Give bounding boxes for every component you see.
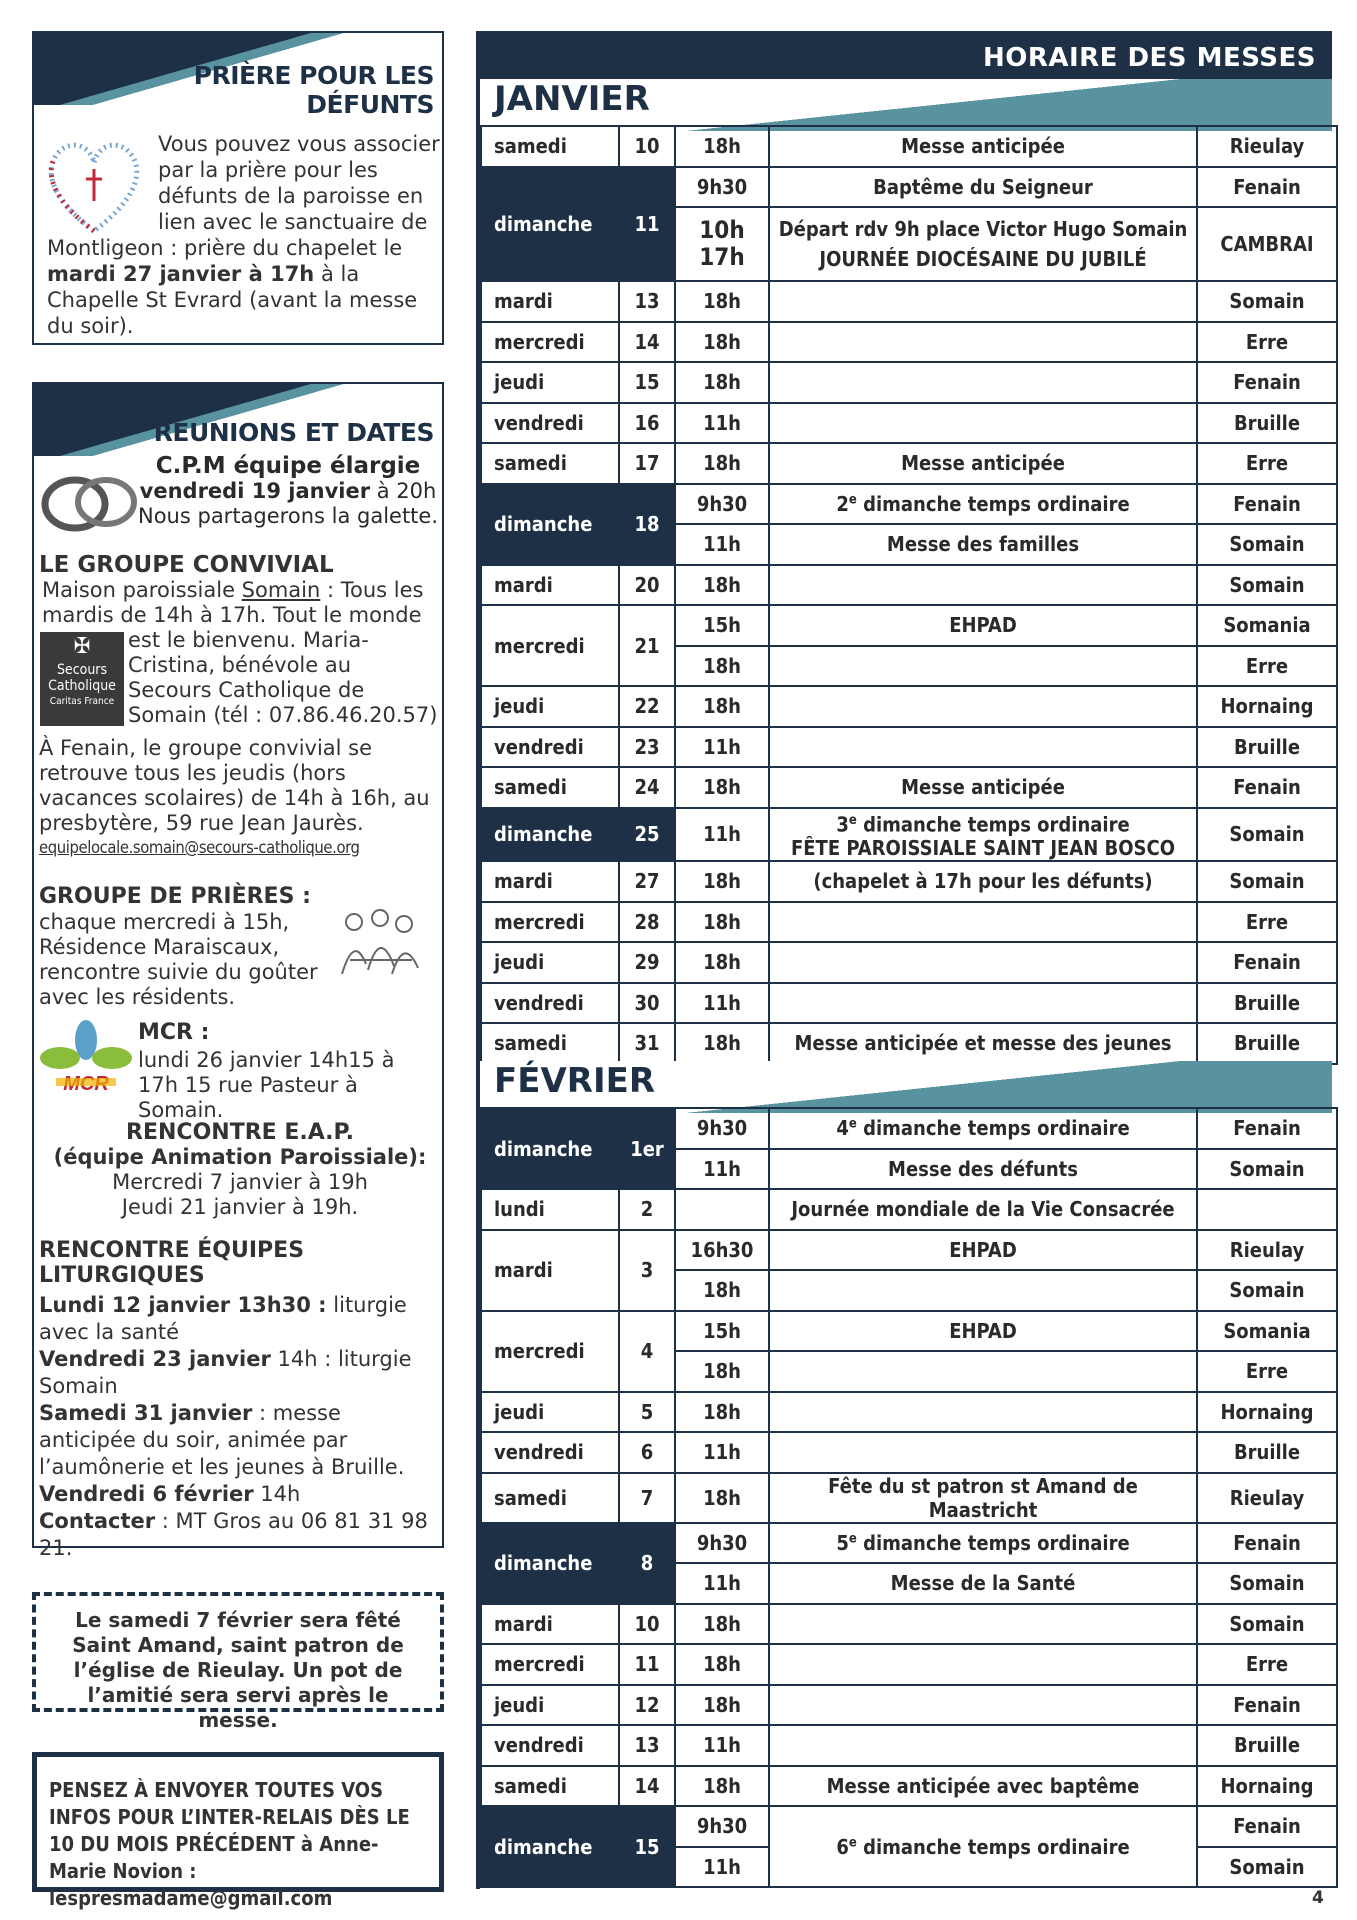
day-cell: samedi — [481, 1766, 619, 1807]
place-cell: Bruille — [1197, 1725, 1337, 1766]
date-cell: 1er — [619, 1108, 675, 1189]
date-cell: 11 — [619, 1644, 675, 1685]
day-cell: vendredi — [481, 403, 619, 444]
event-cell — [769, 1725, 1197, 1766]
date-cell: 17 — [619, 443, 675, 484]
event-cell — [769, 1351, 1197, 1392]
event-cell: Baptême du Seigneur — [769, 167, 1197, 208]
date-cell: 11 — [619, 167, 675, 282]
rosary-heart-icon — [44, 131, 144, 241]
time-cell: 18h — [675, 1023, 769, 1064]
schedule-row — [481, 1806, 1337, 1847]
day-cell: dimanche — [481, 808, 619, 862]
fevrier-table — [480, 1107, 1338, 1888]
schedule-row — [481, 1392, 1337, 1433]
priere-text-rest: Montligeon : prière du chapelet le mardi 27 janvier à 17h à la Chapelle St Evrard (avant la messe du soir). — [47, 236, 418, 338]
day-cell: dimanche — [481, 1806, 619, 1887]
event-cell: 6e dimanche temps ordinaire — [769, 1806, 1197, 1887]
time-cell: 18h — [675, 767, 769, 808]
date-cell: 21 — [619, 605, 675, 686]
liturgiques-title: RENCONTRE ÉQUIPES LITURGIQUES — [39, 1238, 305, 1288]
event-cell: Journée mondiale de la Vie Consacrée — [769, 1189, 1197, 1230]
place-cell: Somain — [1197, 281, 1337, 322]
horaire-title: HORAIRE DES MESSES — [982, 43, 1316, 73]
infos-box: PENSEZ À ENVOYER TOUTES VOS INFOS POUR L’INTER-RELAIS DÈS LE 10 DU MOIS PRÉCÉDENT à Anne-Marie Novion : lespresmadame@gmail.com — [32, 1752, 444, 1892]
time-cell: 11h — [675, 1432, 769, 1473]
schedule-row — [481, 902, 1337, 943]
day-cell: jeudi — [481, 942, 619, 983]
event-cell — [769, 1270, 1197, 1311]
date-cell: 24 — [619, 767, 675, 808]
time-cell: 11h — [675, 727, 769, 768]
place-cell: Erre — [1197, 443, 1337, 484]
priere-box — [32, 31, 444, 345]
schedule-row — [481, 1473, 1337, 1523]
schedule-row — [481, 1523, 1337, 1564]
time-cell: 18h — [675, 443, 769, 484]
schedule-row — [481, 1311, 1337, 1352]
eap-block — [42, 1120, 438, 1220]
day-cell: mercredi — [481, 322, 619, 363]
priere-text-a: Vous pouvez vous associer par la prière pour les défunts de la paroisse en lien avec le sanctuaire de — [158, 132, 440, 234]
place-cell: Fenain — [1197, 942, 1337, 983]
schedule-row — [481, 808, 1337, 862]
place-cell: Erre — [1197, 902, 1337, 943]
time-cell: 18h — [675, 1473, 769, 1523]
place-cell: Rieulay — [1197, 126, 1337, 167]
event-cell: EHPAD — [769, 605, 1197, 646]
time-cell: 11h — [675, 1725, 769, 1766]
schedule-row — [481, 1023, 1337, 1064]
schedule-row — [481, 1189, 1337, 1230]
date-cell: 12 — [619, 1685, 675, 1726]
place-cell: Hornaing — [1197, 1392, 1337, 1433]
time-cell: 18h — [675, 861, 769, 902]
day-cell: dimanche — [481, 167, 619, 282]
event-cell — [769, 902, 1197, 943]
place-cell: Hornaing — [1197, 686, 1337, 727]
cpm-title: C.P.M équipe élargie — [155, 453, 421, 479]
day-cell: samedi — [481, 126, 619, 167]
event-cell: Fête du st patron st Amand de Maastricht — [769, 1473, 1197, 1523]
eap-date-2: Jeudi 21 janvier à 19h. — [121, 1195, 359, 1219]
time-cell: 18h — [675, 281, 769, 322]
date-cell: 27 — [619, 861, 675, 902]
time-cell: 18h — [675, 1604, 769, 1645]
fenain-text: À Fenain, le groupe convivial se retrouve tous les jeudis (hors vacances scolaires) de 14h à 16h, au presbytère, 59 rue Jean Jaurès. — [39, 736, 430, 835]
time-cell: 10h 17h — [675, 207, 769, 281]
groupe-prieres-title: GROUPE DE PRIÈRES : — [39, 884, 311, 909]
schedule-row — [481, 126, 1337, 167]
event-cell — [769, 281, 1197, 322]
time-cell: 15h — [675, 1311, 769, 1352]
event-cell: Messe anticipée — [769, 443, 1197, 484]
time-cell: 18h — [675, 1766, 769, 1807]
day-cell: mardi — [481, 861, 619, 902]
time-cell: 11h — [675, 808, 769, 862]
schedule-row — [481, 403, 1337, 444]
place-cell: Erre — [1197, 1644, 1337, 1685]
groupe-prieres-text: chaque mercredi à 15h, Résidence Maraiscaux, rencontre suivie du goûter avec les résidents. — [39, 910, 318, 1009]
schedule-row — [481, 1230, 1337, 1271]
day-cell: vendredi — [481, 727, 619, 768]
date-cell: 28 — [619, 902, 675, 943]
place-cell: Erre — [1197, 322, 1337, 363]
secours-catholique-logo: ✠ Secours Catholique Caritas France — [40, 632, 124, 726]
time-cell — [675, 1189, 769, 1230]
day-cell: mercredi — [481, 1644, 619, 1685]
eap-sub: (équipe Animation Paroissiale): — [53, 1145, 427, 1169]
day-cell: mardi — [481, 1604, 619, 1645]
schedule-row — [481, 1604, 1337, 1645]
place-cell: Bruille — [1197, 403, 1337, 444]
convivial-text-c: est le bienvenu. Maria-Cristina, bénévole au Secours Catholique de Somain (tél : 07.86.46.20.57) — [128, 628, 438, 727]
day-cell: jeudi — [481, 686, 619, 727]
day-cell: mardi — [481, 1230, 619, 1311]
time-cell: 18h — [675, 1270, 769, 1311]
time-cell: 11h — [675, 1847, 769, 1888]
time-cell: 18h — [675, 565, 769, 606]
date-cell: 8 — [619, 1523, 675, 1604]
date-cell: 10 — [619, 126, 675, 167]
cpm-block — [138, 454, 438, 529]
place-cell: Fenain — [1197, 1685, 1337, 1726]
schedule-row — [481, 1644, 1337, 1685]
schedule-row — [481, 727, 1337, 768]
place-cell: Fenain — [1197, 167, 1337, 208]
event-cell — [769, 1604, 1197, 1645]
date-cell: 31 — [619, 1023, 675, 1064]
time-cell: 11h — [675, 1149, 769, 1190]
place-cell: CAMBRAI — [1197, 207, 1337, 281]
date-cell: 30 — [619, 983, 675, 1024]
place-cell: Somania — [1197, 605, 1337, 646]
date-cell: 18 — [619, 484, 675, 565]
date-cell: 13 — [619, 281, 675, 322]
rings-icon — [40, 466, 140, 536]
schedule-row — [481, 983, 1337, 1024]
day-cell: vendredi — [481, 983, 619, 1024]
date-cell: 5 — [619, 1392, 675, 1433]
liturgiques-item: Vendredi 23 janvier 14h : liturgie Somain — [39, 1347, 412, 1398]
schedule-row — [481, 767, 1337, 808]
event-cell — [769, 983, 1197, 1024]
time-cell: 18h — [675, 362, 769, 403]
event-cell: 4e dimanche temps ordinaire — [769, 1108, 1197, 1149]
day-cell: mercredi — [481, 1311, 619, 1392]
time-cell: 9h30 — [675, 1523, 769, 1564]
mcr-logo — [38, 1016, 134, 1106]
date-cell: 13 — [619, 1725, 675, 1766]
place-cell: Fenain — [1197, 362, 1337, 403]
place-cell: Bruille — [1197, 1432, 1337, 1473]
event-cell: Messe anticipée — [769, 767, 1197, 808]
event-cell: Départ rdv 9h place Victor Hugo Somain JOURNÉE DIOCÉSAINE DU JUBILÉ — [769, 207, 1197, 281]
schedule-row — [481, 484, 1337, 525]
time-cell: 18h — [675, 322, 769, 363]
date-cell: 16 — [619, 403, 675, 444]
place-cell: Somania — [1197, 1311, 1337, 1352]
eap-title: RENCONTRE E.A.P. — [126, 1120, 354, 1145]
time-cell: 18h — [675, 126, 769, 167]
place-cell: Bruille — [1197, 1023, 1337, 1064]
date-cell: 20 — [619, 565, 675, 606]
event-cell: Messe anticipée — [769, 126, 1197, 167]
day-cell: mercredi — [481, 902, 619, 943]
time-cell: 18h — [675, 1392, 769, 1433]
date-cell: 15 — [619, 1806, 675, 1887]
time-cell: 18h — [675, 1351, 769, 1392]
notice-box: Le samedi 7 février sera fêté Saint Amand, saint patron de l’église de Rieulay. Un pot de l’amitié sera servi après le messe. — [32, 1592, 444, 1712]
place-cell: Somain — [1197, 1604, 1337, 1645]
event-cell — [769, 322, 1197, 363]
date-cell: 14 — [619, 322, 675, 363]
date-cell: 25 — [619, 808, 675, 862]
event-cell: EHPAD — [769, 1230, 1197, 1271]
liturgiques-item: Contacter : MT Gros au 06 81 31 98 21. — [39, 1509, 428, 1560]
date-cell: 2 — [619, 1189, 675, 1230]
day-cell: samedi — [481, 1473, 619, 1523]
time-cell: 18h — [675, 1644, 769, 1685]
schedule-row — [481, 942, 1337, 983]
place-cell: Bruille — [1197, 727, 1337, 768]
liturgiques-item: Samedi 31 janvier : messe anticipée du soir, animée par l’aumônerie et les jeunes à Bruille. — [39, 1401, 405, 1479]
eap-date-1: Mercredi 7 janvier à 19h — [112, 1170, 368, 1194]
date-cell: 4 — [619, 1311, 675, 1392]
day-cell: mardi — [481, 281, 619, 322]
place-cell: Erre — [1197, 1351, 1337, 1392]
liturgiques-item: Lundi 12 janvier 13h30 : liturgie avec la santé — [39, 1293, 407, 1344]
fevrier-label: FÉVRIER — [494, 1061, 656, 1101]
event-cell: EHPAD — [769, 1311, 1197, 1352]
day-cell: samedi — [481, 767, 619, 808]
date-cell: 7 — [619, 1473, 675, 1523]
event-cell — [769, 727, 1197, 768]
schedule-row — [481, 565, 1337, 606]
time-cell: 9h30 — [675, 1108, 769, 1149]
event-cell: (chapelet à 17h pour les défunts) — [769, 861, 1197, 902]
place-cell: Fenain — [1197, 767, 1337, 808]
time-cell: 18h — [675, 686, 769, 727]
cpm-date: vendredi 19 janvier à 20h — [139, 479, 437, 503]
liturgiques-item: Vendredi 6 février 14h — [39, 1482, 301, 1506]
priere-title: PRIÈRE POUR LES DÉFUNTS — [193, 61, 434, 119]
schedule-row — [481, 362, 1337, 403]
event-cell: 3e dimanche temps ordinaire FÊTE PAROISSIALE SAINT JEAN BOSCO — [769, 808, 1197, 862]
date-cell: 14 — [619, 1766, 675, 1807]
place-cell: Fenain — [1197, 484, 1337, 525]
place-cell: Fenain — [1197, 1806, 1337, 1847]
event-cell — [769, 646, 1197, 687]
convivial-text-a: Maison paroissiale Somain : Tous les mardis de 14h à 17h. Tout le monde — [42, 578, 424, 627]
place-cell: Somain — [1197, 808, 1337, 862]
day-cell: jeudi — [481, 1685, 619, 1726]
cross-icon: ✠ — [73, 634, 91, 659]
day-cell: samedi — [481, 443, 619, 484]
time-cell: 11h — [675, 983, 769, 1024]
place-cell: Somain — [1197, 524, 1337, 565]
date-cell: 3 — [619, 1230, 675, 1311]
janvier-label: JANVIER — [494, 79, 650, 119]
schedule-row — [481, 167, 1337, 208]
place-cell: Rieulay — [1197, 1230, 1337, 1271]
schedule-row — [481, 1766, 1337, 1807]
event-cell — [769, 362, 1197, 403]
day-cell: dimanche — [481, 484, 619, 565]
email-link[interactable]: equipelocale.somain@secours-catholique.org — [39, 838, 360, 857]
cpm-text: Nous partagerons la galette. — [138, 504, 439, 528]
day-cell: mercredi — [481, 605, 619, 686]
date-cell: 15 — [619, 362, 675, 403]
horaire-panel — [476, 31, 1332, 1889]
time-cell: 9h30 — [675, 1806, 769, 1847]
day-cell: jeudi — [481, 362, 619, 403]
day-cell: vendredi — [481, 1725, 619, 1766]
event-cell: 2e dimanche temps ordinaire — [769, 484, 1197, 525]
time-cell: 11h — [675, 524, 769, 565]
reunions-title: RÉUNIONS ET DATES — [153, 418, 434, 447]
time-cell: 11h — [675, 403, 769, 444]
event-cell — [769, 565, 1197, 606]
place-cell: Somain — [1197, 1847, 1337, 1888]
place-cell: Rieulay — [1197, 1473, 1337, 1523]
day-cell: vendredi — [481, 1432, 619, 1473]
place-cell: Erre — [1197, 646, 1337, 687]
event-cell — [769, 1685, 1197, 1726]
mcr-text: lundi 26 janvier 14h15 à 17h 15 rue Pasteur à Somain. — [138, 1048, 395, 1122]
schedule-row — [481, 1432, 1337, 1473]
event-cell: Messe anticipée avec baptême — [769, 1766, 1197, 1807]
event-cell: Messe de la Santé — [769, 1563, 1197, 1604]
schedule-row — [481, 605, 1337, 646]
place-cell: Somain — [1197, 861, 1337, 902]
day-cell: dimanche — [481, 1523, 619, 1604]
time-cell: 18h — [675, 942, 769, 983]
date-cell: 22 — [619, 686, 675, 727]
day-cell: samedi — [481, 1023, 619, 1064]
page-number: 4 — [1312, 1888, 1324, 1908]
schedule-row — [481, 443, 1337, 484]
event-cell: Messe anticipée et messe des jeunes — [769, 1023, 1197, 1064]
place-cell: Hornaing — [1197, 1766, 1337, 1807]
date-cell: 23 — [619, 727, 675, 768]
day-cell: jeudi — [481, 1392, 619, 1433]
schedule-row — [481, 861, 1337, 902]
place-cell — [1197, 1189, 1337, 1230]
place-cell: Somain — [1197, 1270, 1337, 1311]
place-cell: Somain — [1197, 565, 1337, 606]
date-cell: 10 — [619, 1604, 675, 1645]
place-cell: Fenain — [1197, 1108, 1337, 1149]
event-cell — [769, 1432, 1197, 1473]
reunions-box — [32, 382, 444, 1560]
event-cell: Messe des familles — [769, 524, 1197, 565]
time-cell: 15h — [675, 605, 769, 646]
time-cell: 18h — [675, 902, 769, 943]
place-cell: Fenain — [1197, 1523, 1337, 1564]
event-cell — [769, 1644, 1197, 1685]
date-cell: 6 — [619, 1432, 675, 1473]
time-cell: 18h — [675, 646, 769, 687]
event-cell: Messe des défunts — [769, 1149, 1197, 1190]
convivial-title: LE GROUPE CONVIVIAL — [39, 552, 334, 578]
schedule-row — [481, 322, 1337, 363]
schedule-row — [481, 1685, 1337, 1726]
time-cell: 9h30 — [675, 167, 769, 208]
event-cell — [769, 686, 1197, 727]
schedule-row — [481, 686, 1337, 727]
mcr-title: MCR : — [138, 1020, 210, 1045]
schedule-row — [481, 281, 1337, 322]
event-cell — [769, 1392, 1197, 1433]
event-cell: 5e dimanche temps ordinaire — [769, 1523, 1197, 1564]
day-cell: lundi — [481, 1189, 619, 1230]
time-cell: 18h — [675, 1685, 769, 1726]
janvier-table — [480, 125, 1338, 1065]
time-cell: 11h — [675, 1563, 769, 1604]
place-cell: Somain — [1197, 1149, 1337, 1190]
place-cell: Bruille — [1197, 983, 1337, 1024]
schedule-row — [481, 1108, 1337, 1149]
group-prayer-icon — [332, 904, 426, 986]
day-cell: dimanche — [481, 1108, 619, 1189]
time-cell: 16h30 — [675, 1230, 769, 1271]
schedule-row — [481, 1725, 1337, 1766]
event-cell — [769, 942, 1197, 983]
event-cell — [769, 403, 1197, 444]
day-cell: mardi — [481, 565, 619, 606]
time-cell: 9h30 — [675, 484, 769, 525]
liturgiques-list — [39, 1292, 443, 1562]
place-cell: Somain — [1197, 1563, 1337, 1604]
date-cell: 29 — [619, 942, 675, 983]
